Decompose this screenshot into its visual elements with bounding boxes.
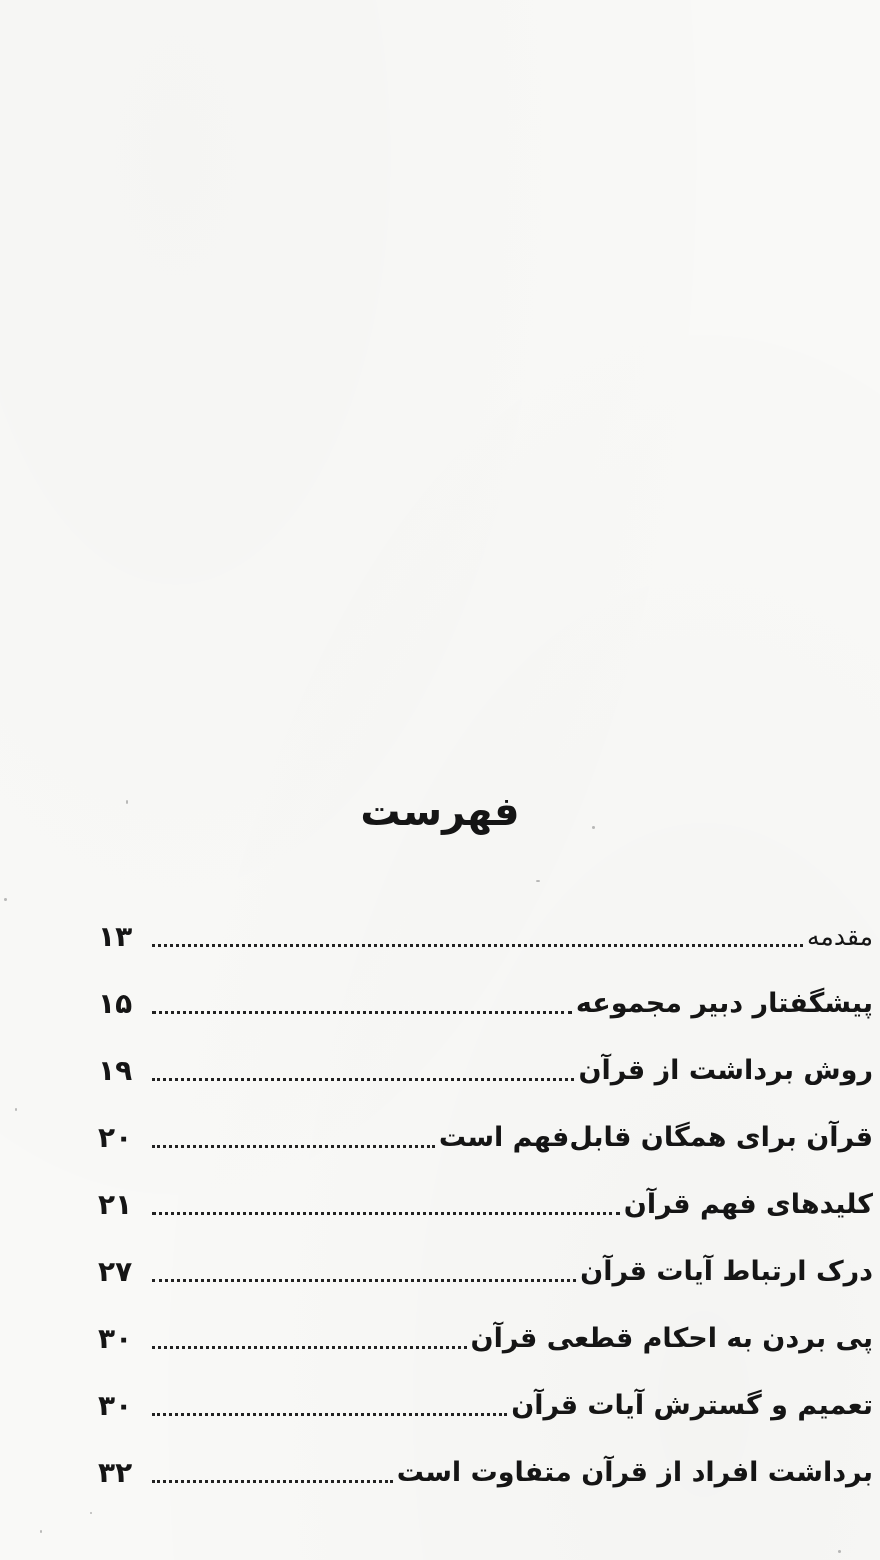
toc-entry-label: پیشگفتار دبیر مجموعه	[575, 988, 873, 1019]
toc-entry	[98, 1227, 873, 1294]
toc-entry-label: قرآن برای همگان قابل‌فهم است	[438, 1122, 873, 1153]
toc-entry-label: مقدمه	[807, 922, 873, 951]
toc-entry-label: درک ارتباط آیات قرآن	[580, 1256, 873, 1287]
toc-entry	[98, 1160, 873, 1227]
dot-leader	[152, 1145, 435, 1148]
dot-leader	[152, 1346, 467, 1349]
paper-speck	[4, 898, 7, 901]
dot-leader	[152, 944, 803, 947]
page-title: فهرست	[360, 789, 520, 835]
toc-entry-label: روش برداشت از قرآن	[578, 1055, 873, 1086]
toc-entry-label: تعمیم و گسترش آیات قرآن	[511, 1390, 873, 1421]
paper-speck	[90, 1512, 92, 1514]
table-of-contents	[98, 892, 873, 1495]
toc-entry-label: کلیدهای فهم قرآن	[623, 1189, 873, 1220]
paper-speck	[126, 800, 128, 804]
toc-entry-label: برداشت افراد از قرآن متفاوت است	[396, 1457, 873, 1488]
toc-entry-page: ۲۷	[98, 1255, 133, 1288]
paper-speck	[15, 1108, 17, 1111]
toc-entry-page: ۲۱	[98, 1188, 133, 1221]
toc-entry-page: ۳۰	[98, 1322, 133, 1355]
toc-entry-label: پی بردن به احکام قطعی قرآن	[470, 1323, 873, 1354]
toc-entry-page: ۳۰	[98, 1389, 133, 1422]
dot-leader	[152, 1413, 507, 1416]
toc-entry	[98, 1026, 873, 1093]
toc-entry	[98, 1428, 873, 1495]
toc-entry	[98, 1361, 873, 1428]
toc-entry	[98, 892, 873, 959]
toc-entry-page: ۱۹	[98, 1054, 133, 1087]
paper-speck	[592, 826, 595, 829]
dot-leader	[152, 1011, 572, 1014]
toc-entry	[98, 1294, 873, 1361]
dot-leader	[152, 1480, 393, 1483]
paper-speck	[40, 1530, 42, 1533]
toc-entry-page: ۱۳	[98, 920, 133, 953]
toc-entry-page: ۱۵	[98, 987, 133, 1020]
toc-entry	[98, 1093, 873, 1160]
paper-speck	[536, 880, 540, 882]
toc-entry-page: ۳۲	[98, 1456, 133, 1489]
dot-leader	[152, 1279, 576, 1282]
dot-leader	[152, 1078, 574, 1081]
toc-entry	[98, 959, 873, 1026]
toc-entry-page: ۲۰	[98, 1121, 133, 1154]
paper-speck	[838, 1550, 841, 1553]
dot-leader	[152, 1212, 620, 1215]
